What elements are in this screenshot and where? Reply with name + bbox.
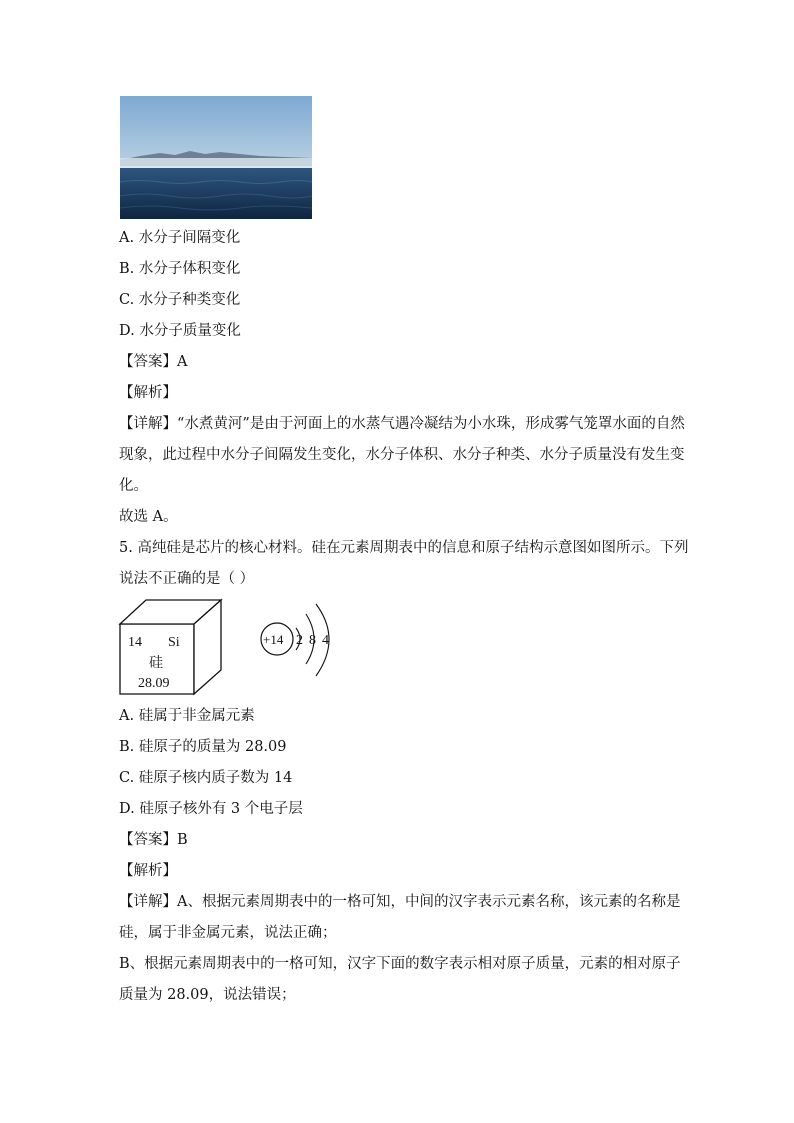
q5-detail-line: 【详解】A、根据元素周期表中的一格可知，中间的汉字表示元素名称，该元素的名称是 [119, 894, 681, 910]
atomic-number: 14 [128, 635, 142, 650]
foggy-river-photo [120, 96, 312, 219]
atomic-mass: 28.09 [138, 676, 170, 691]
q5-answer: 【答案】B [119, 832, 188, 848]
q5-analysis-heading: 【解析】 [119, 863, 177, 879]
q4-answer: 【答案】A [119, 354, 188, 370]
element-symbol: Si [168, 635, 180, 650]
q5-option-d: D. 硅原子核外有 3 个电子层 [119, 801, 303, 817]
q5-detail-line: 硅，属于非金属元素，说法正确； [119, 925, 337, 941]
shell-electrons: 4 [322, 633, 329, 648]
q5-detail-line: 质量为 28.09，说法错误； [119, 987, 296, 1003]
shell-electrons: 2 [296, 633, 303, 648]
q4-option-d: D. 水分子质量变化 [119, 323, 241, 339]
q4-conclusion: 故选 A。 [119, 509, 178, 525]
nucleus-charge: +14 [263, 632, 284, 647]
q4-analysis-heading: 【解析】 [119, 385, 177, 401]
q4-option-b: B. 水分子体积变化 [119, 261, 241, 277]
q4-option-a: A. 水分子间隔变化 [119, 230, 241, 246]
element-name: 硅 [149, 656, 163, 671]
q5-stem-line: 说法不正确的是（ ） [119, 571, 255, 587]
q4-detail-line: 现象，此过程中水分子间隔发生变化，水分子体积、水分子种类、水分子质量没有发生变 [119, 447, 685, 463]
q4-option-c: C. 水分子种类变化 [119, 292, 241, 308]
q5-stem-line: 5. 高纯硅是芯片的核心材料。硅在元素周期表中的信息和原子结构示意图如图所示。下列 [119, 540, 689, 556]
element-card [120, 600, 221, 694]
q5-option-b: B. 硅原子的质量为 28.09 [119, 739, 287, 755]
q5-detail-line: B、根据元素周期表中的一格可知，汉字下面的数字表示相对原子质量，元素的相对原子 [119, 956, 681, 972]
q5-option-c: C. 硅原子核内质子数为 14 [119, 770, 293, 786]
q5-option-a: A. 硅属于非金属元素 [119, 708, 255, 724]
q4-detail-line: 【详解】“水煮黄河”是由于河面上的水蒸气遇冷凝结为小水珠，形成雾气笼罩水面的自然 [119, 416, 685, 432]
silicon-diagram [118, 598, 348, 698]
atom-structure [261, 600, 336, 680]
q4-detail-line: 化。 [119, 478, 148, 494]
shell-electrons: 8 [309, 633, 316, 648]
